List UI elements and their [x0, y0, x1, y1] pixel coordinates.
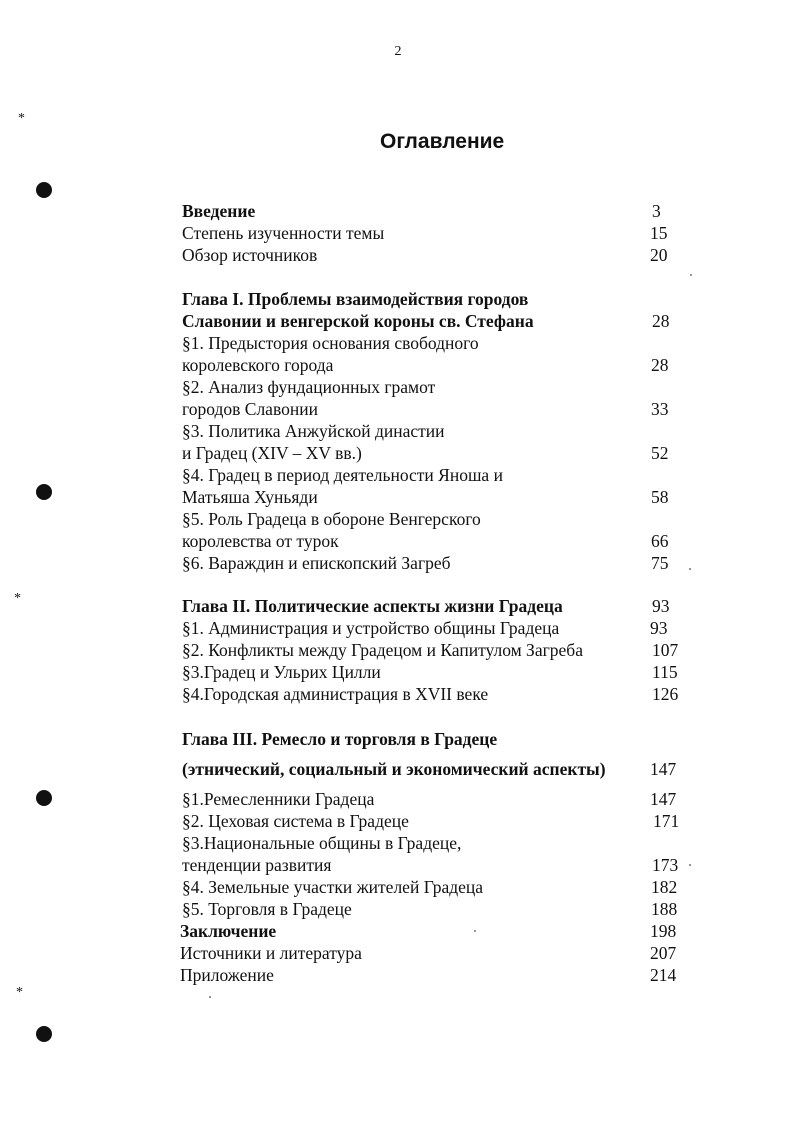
toc-page-number: 3 — [652, 201, 661, 221]
margin-mark: * — [18, 111, 25, 126]
toc-page-number: 188 — [651, 899, 678, 919]
toc-page-number: 107 — [652, 640, 679, 660]
toc-entry: и Градец (XIV – XV вв.) — [182, 443, 362, 463]
toc-entry: Матьяша Хуньяди — [182, 487, 318, 507]
toc-entry: §5. Роль Градеца в обороне Венгерского — [182, 509, 481, 529]
toc-entry: Глава III. Ремесло и торговля в Градеце — [182, 729, 498, 749]
toc-entry: Заключение — [180, 921, 277, 941]
margin-mark: * — [16, 985, 23, 1000]
toc-page-number: 58 — [651, 487, 669, 507]
toc-entry: Глава II. Политические аспекты жизни Градеца — [182, 596, 563, 616]
toc-entry: Введение — [182, 201, 256, 221]
toc-entry: §6. Вараждин и епископский Загреб — [182, 553, 451, 573]
toc-entry: (этнический, социальный и экономический аспекты) — [182, 759, 606, 779]
toc-entry: §4.Городская администрация в XVII веке — [182, 684, 489, 704]
page-number: 2 — [394, 44, 402, 59]
toc-page-number: 198 — [650, 921, 677, 941]
toc-page-number: 28 — [652, 311, 670, 331]
toc-entry: Глава I. Проблемы взаимодействия городов — [182, 289, 529, 309]
toc-entry: §2. Цеховая система в Градеце — [182, 811, 409, 831]
toc-page-number: 52 — [651, 443, 669, 463]
toc-entry: королевского города — [182, 355, 334, 375]
toc-entry: королевства от турок — [182, 531, 339, 551]
page-title: Оглавление — [380, 130, 505, 153]
toc-entry: Славонии и венгерской короны св. Стефана — [182, 311, 534, 331]
toc-page-number: 33 — [651, 399, 669, 419]
toc-page-number: 182 — [651, 877, 678, 897]
toc-page-number: 28 — [651, 355, 669, 375]
toc-page-number: 93 — [652, 596, 670, 616]
toc-page-number: 66 — [651, 531, 669, 551]
toc-page-number: 15 — [650, 223, 668, 243]
toc-page-number: 147 — [650, 789, 677, 809]
toc-entry: §1.Ремесленники Градеца — [182, 789, 375, 809]
toc-page-number: 147 — [650, 759, 677, 779]
toc-entry: §1. Предыстория основания свободного — [182, 333, 479, 353]
toc-entry: §5. Торговля в Градеце — [182, 899, 352, 919]
toc-page-number: 20 — [650, 245, 668, 265]
toc-entry: §2. Конфликты между Градецом и Капитулом Загреба — [182, 640, 583, 660]
toc-entry: §3.Градец и Ульрих Цилли — [182, 662, 381, 682]
toc-page-number: 173 — [652, 855, 679, 875]
toc-entry: §3. Политика Анжуйской династии — [182, 421, 445, 441]
toc-entry: §3.Национальные общины в Градеце, — [182, 833, 462, 853]
toc-entry: Степень изученности темы — [182, 223, 385, 243]
toc-page-number: 171 — [653, 811, 680, 831]
toc-entry: §4. Градец в период деятельности Яноша и — [182, 465, 503, 485]
toc-page-number: 75 — [651, 553, 669, 573]
toc-entry: §1. Администрация и устройство общины Градеца — [182, 618, 560, 638]
toc-entry: §2. Анализ фундационных грамот — [182, 377, 436, 397]
toc-entry: городов Славонии — [182, 399, 318, 419]
toc-page-number: 93 — [650, 618, 668, 638]
margin-mark: * — [14, 591, 21, 606]
toc-entry: Обзор источников — [182, 245, 318, 265]
toc-entry: Источники и литература — [180, 943, 362, 963]
toc-page-number: 126 — [652, 684, 679, 704]
toc-page-number: 207 — [650, 943, 677, 963]
toc-page-number: 115 — [652, 662, 678, 682]
toc-entry: тенденции развития — [182, 855, 332, 875]
toc-entry: §4. Земельные участки жителей Градеца — [182, 877, 484, 897]
toc-page-number: 214 — [650, 965, 677, 985]
toc-entry: Приложение — [180, 965, 274, 985]
